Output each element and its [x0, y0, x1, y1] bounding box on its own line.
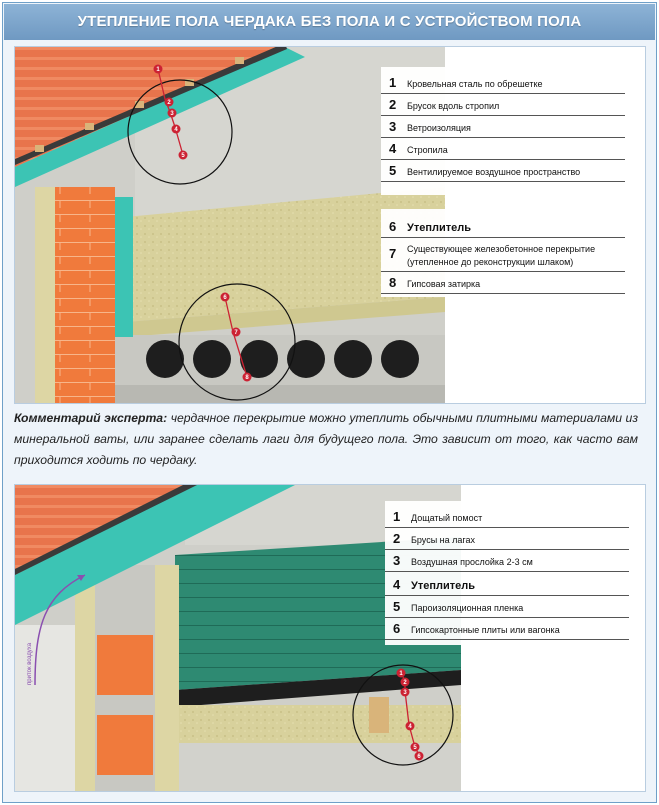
expert-comment: Комментарий эксперта: чердачное перекрытие можно утеплить обычными плитными материалами из минеральной ваты, или заранее сделать лаги для будущего пола. Это зависит от того, как часто вам приходится ходить по чердаку. — [14, 411, 638, 467]
svg-text:5: 5 — [413, 745, 417, 752]
top-legend-group-1 — [381, 67, 631, 195]
legend-row: 3 Ветроизоляция — [381, 115, 625, 138]
legend-row: 6 Утеплитель — [381, 213, 625, 238]
legend-row: 1 Кровельная сталь по обрешетке — [381, 71, 625, 94]
top-legend-group-2 — [381, 209, 631, 297]
svg-text:8: 8 — [245, 375, 249, 382]
legend-row: 2 Брусы на лагах — [385, 527, 629, 550]
svg-text:6: 6 — [223, 295, 227, 302]
legend-row: 5 Пароизоляционная пленка — [385, 595, 629, 618]
legend-row: 8 Гипсовая затирка — [381, 271, 625, 294]
air-flow-label: приток воздуха — [27, 642, 33, 685]
svg-text:1: 1 — [399, 671, 403, 678]
legend-row: 3 Воздушная прослойка 2-3 см — [385, 549, 629, 572]
svg-text:3: 3 — [403, 690, 407, 697]
svg-text:1: 1 — [156, 67, 160, 74]
svg-text:2: 2 — [403, 680, 407, 687]
svg-text:5: 5 — [181, 153, 185, 160]
svg-text:7: 7 — [234, 330, 238, 337]
bottom-legend — [385, 501, 633, 645]
legend-row: 4 Утеплитель — [385, 571, 629, 596]
insulation-layer — [175, 705, 461, 745]
brick-wall — [55, 187, 115, 403]
bottom-diagram-panel — [14, 484, 646, 792]
page-title: УТЕПЛЕНИЕ ПОЛА ЧЕРДАКА БЕЗ ПОЛА И С УСТРОЙСТВОМ ПОЛА — [4, 4, 655, 40]
legend-row: 4 Стропила — [381, 137, 625, 160]
svg-text:3: 3 — [170, 111, 174, 118]
svg-text:4: 4 — [174, 127, 178, 134]
legend-row: 1 Дощатый помост — [385, 505, 629, 528]
svg-text:6: 6 — [417, 754, 421, 761]
legend-row: 5 Вентилируемое воздушное пространство — [381, 159, 625, 182]
legend-row: 6 Гипсокартонные плиты или вагонка — [385, 617, 629, 640]
svg-text:2: 2 — [167, 100, 171, 107]
svg-text:4: 4 — [408, 724, 412, 731]
top-diagram-panel — [14, 46, 646, 404]
legend-row: 7 Существующее железобетонное перекрытие (утепленное до реконструкции шлаком) — [381, 237, 625, 272]
legend-row: 2 Брусок вдоль стропил — [381, 93, 625, 116]
